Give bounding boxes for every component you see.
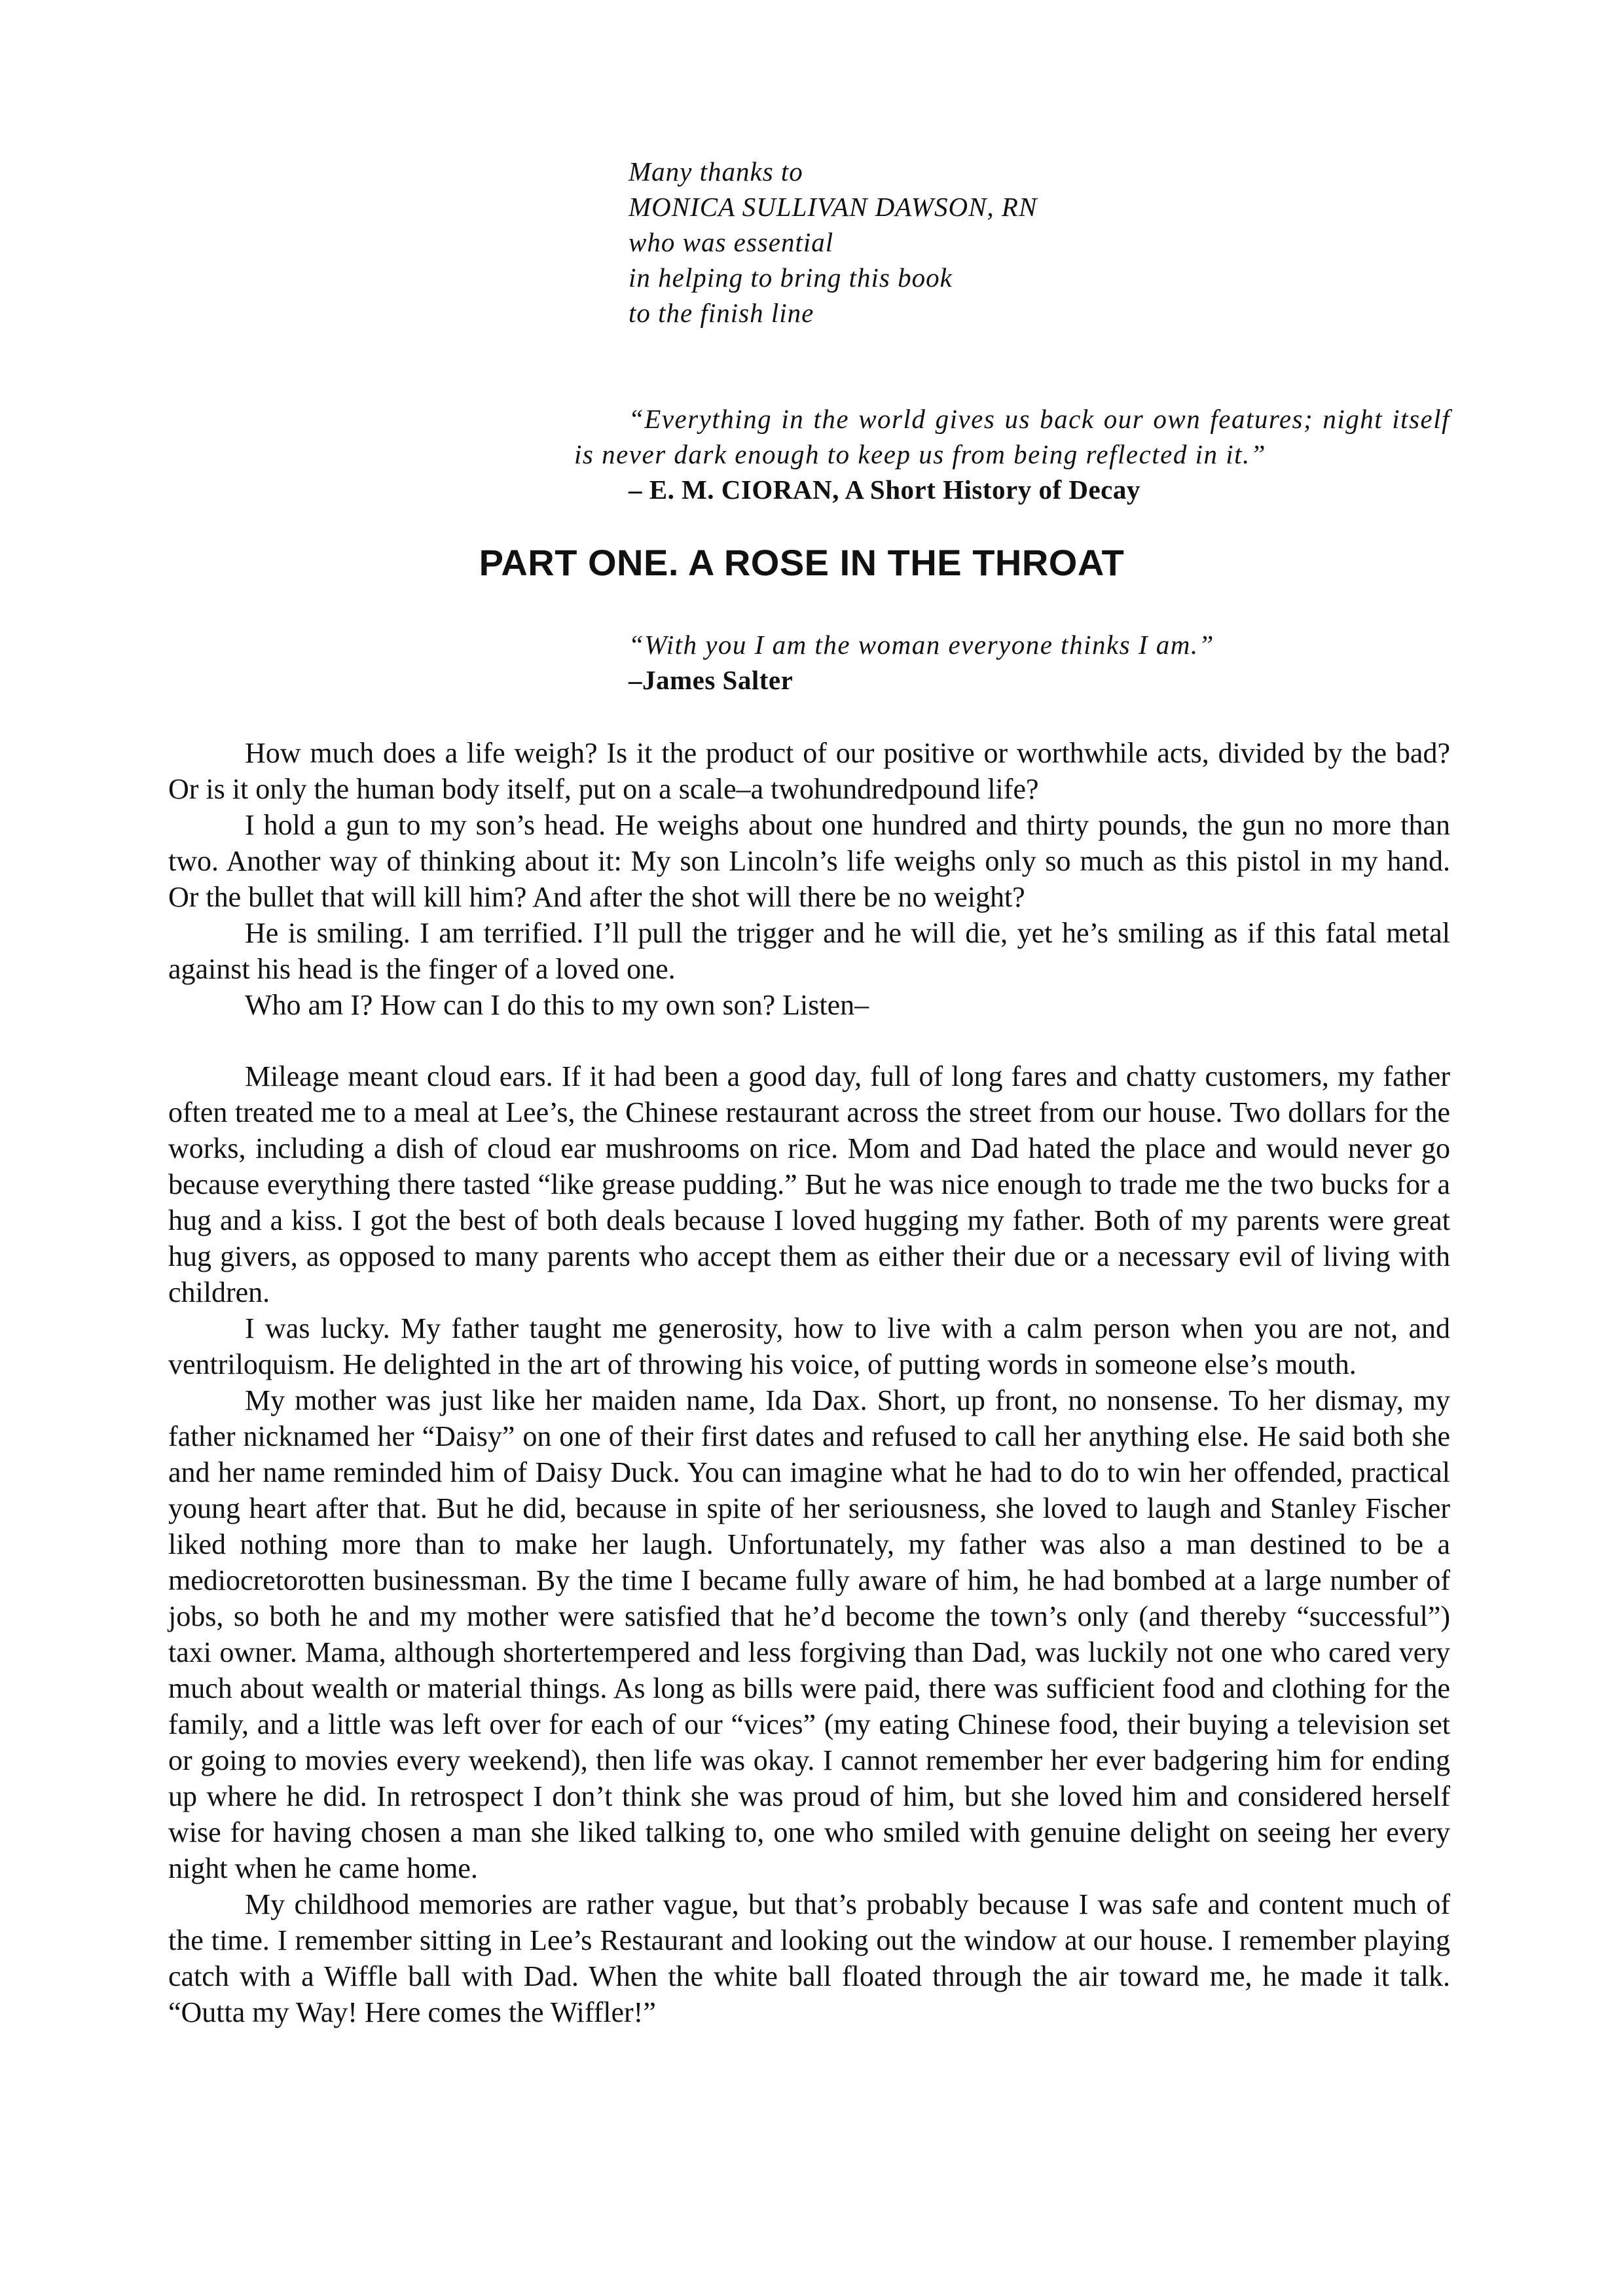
dedication-line: in helping to bring this book <box>629 262 953 293</box>
dedication <box>629 154 1414 331</box>
epigraph-quote: “With you I am the woman everyone thinks I am.” <box>629 630 1214 660</box>
dedication-line: MONICA SULLIVAN DAWSON, RN <box>629 192 1038 222</box>
part-title-heading <box>0 540 1623 586</box>
dedication-line: who was essential <box>629 227 834 257</box>
paragraph: Mileage meant cloud ears. If it had been a good day, full of long fares and chatty customers, my father often treated me to a meal at Lee’s, the Chinese restaurant across the street from our house. Two dollars for the works, including a dish of cloud ear mushrooms on rice. Mom and Dad hated the place and would never go because everything there tasted “like grease pudding.” But he was nice enough to trade me the two bucks for a hug and a kiss. I got the best of both deals because I loved hugging my father. Both of my parents were great hug givers, as opposed to many parents who accept them as either their due or a necessary evil of living with children. <box>168 1060 1450 1308</box>
epigraph-quote: “Everything in the world gives us back our own features; night itself is never dark enough to keep us from being reflected in it.” <box>574 404 1450 469</box>
paragraph: I was lucky. My father taught me generosity, how to live with a calm person when you are not, and ventriloquism. He delighted in the art of throwing his voice, of putting words in someone else’s mouth. <box>168 1312 1450 1380</box>
part-title: PART ONE. A ROSE IN THE THROAT <box>479 542 1125 583</box>
dedication-line: Many thanks to <box>629 156 803 187</box>
epigraph-salter <box>629 627 1414 698</box>
paragraph: Who am I? How can I do this to my own son? Listen– <box>245 989 869 1021</box>
paragraph: He is smiling. I am terrified. I’ll pull the trigger and he will die, yet he’s smiling as if this fatal metal against his head is the finger of a loved one. <box>168 917 1450 985</box>
epigraph-attribution: –James Salter <box>629 665 793 695</box>
epigraph-attribution: – E. M. CIORAN, A Short History of Decay <box>629 475 1140 505</box>
paragraph: I hold a gun to my son’s head. He weighs about one hundred and thirty pounds, the gun no more than two. Another way of thinking about it: My son Lincoln’s life weighs only so much as this pistol in my hand. Or the bullet that will kill him? And after the shot will there be no weight? <box>168 809 1450 913</box>
section-gap <box>168 1023 1450 1058</box>
paragraph: My childhood memories are rather vague, but that’s probably because I was safe and content much of the time. I remember sitting in Lee’s Restaurant and looking out the window at our house. I remember playing catch with a Wiffle ball with Dad. When the white ball floated through the air toward me, he made it talk. “Outta my Way! Here comes the Wiffler!” <box>168 1888 1450 2028</box>
epigraph-cioran <box>574 401 1450 507</box>
body-text <box>168 735 1450 2030</box>
dedication-line: to the finish line <box>629 298 814 328</box>
paragraph: How much does a life weigh? Is it the product of our positive or worthwhile acts, divided by the bad? Or is it only the human body itself, put on a scale–a twohundredpound life? <box>168 737 1450 805</box>
paragraph: My mother was just like her maiden name, Ida Dax. Short, up front, no nonsense. To her dismay, my father nicknamed her “Daisy” on one of their first dates and refused to call her anything else. He said both she and her name reminded him of Daisy Duck. You can imagine what he had to do to win her offended, practical young heart after that. But he did, because in spite of her seriousness, she loved to laugh and Stanley Fischer liked nothing more than to make her laugh. Unfortunately, my father was also a man destined to be a mediocretorotten businessman. By the time I became fully aware of him, he had bombed at a large number of jobs, so both he and my mother were satisfied that he’d become the town’s only (and thereby “successful”) taxi owner. Mama, although shortertempered and less forgiving than Dad, was luckily not one who cared very much about wealth or material things. As long as bills were paid, there was sufficient food and clothing for the family, and a little was left over for each of our “vices” (my eating Chinese food, their buying a television set or going to movies every weekend), then life was okay. I cannot remember her ever badgering him for ending up where he did. In retrospect I don’t think she was proud of him, but she loved him and considered herself wise for having chosen a man she liked talking to, one who smiled with genuine delight on seeing her every night when he came home. <box>168 1384 1450 1884</box>
